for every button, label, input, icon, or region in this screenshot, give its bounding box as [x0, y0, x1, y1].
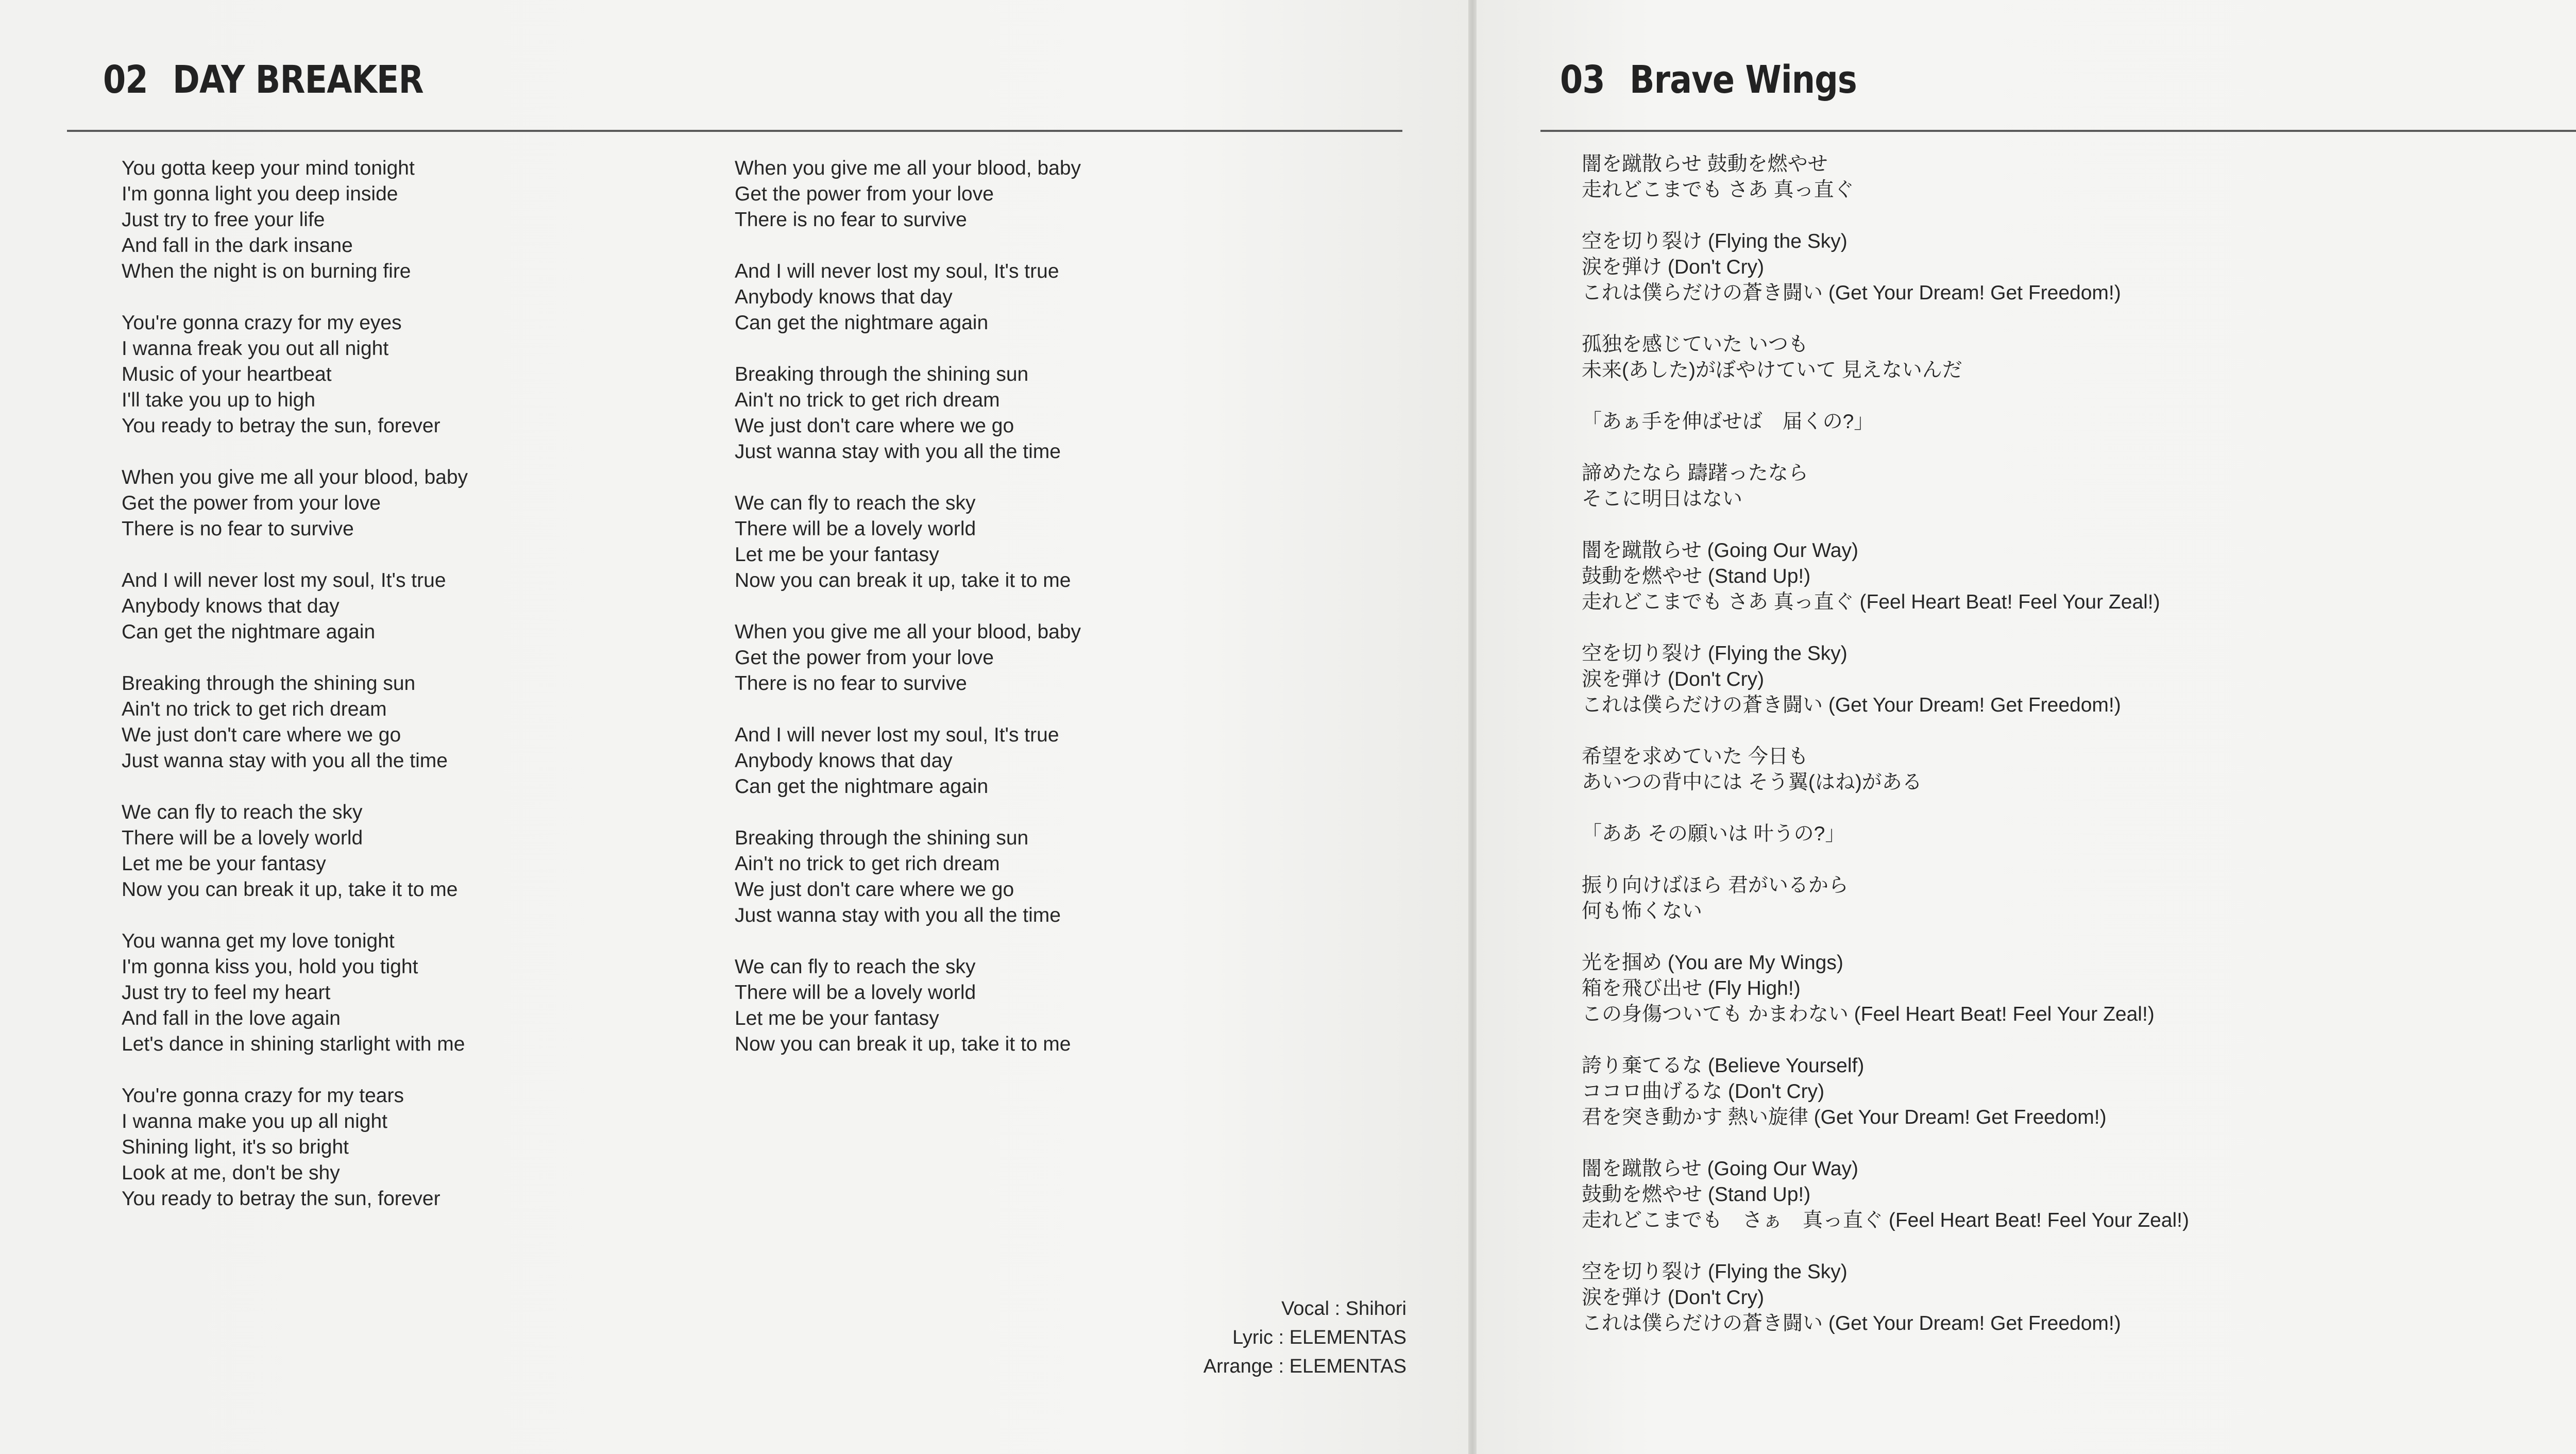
stanza — [122, 928, 468, 1057]
lyrics-column-1 — [122, 156, 468, 1238]
lyric-line: You wanna get my love tonight — [122, 930, 395, 952]
lyric-line: There is no fear to survive — [735, 672, 967, 695]
credit-line: Lyric : ELEMENTAS — [1232, 1327, 1406, 1348]
lyric-line: Can get the nightmare again — [122, 621, 376, 643]
lyric-line: And I will never lost my soul, It's true — [122, 569, 446, 591]
lyric-line: You ready to betray the sun, forever — [122, 415, 440, 437]
lyric-line: この身傷ついても かまわない (Feel Heart Beat! Feel Your Zeal!) — [1582, 1003, 2155, 1025]
lyric-line: 空を切り裂け (Flying the Sky) — [1582, 230, 1848, 252]
stanza — [735, 619, 1081, 697]
lyric-line: I wanna make you up all night — [122, 1110, 387, 1132]
stanza — [1582, 744, 2189, 796]
lyric-line: Let me be your fantasy — [735, 1007, 939, 1029]
lyric-line: 振り向けばほら 君がいるから — [1582, 874, 1849, 897]
lyric-line: 涙を弾け (Don't Cry) — [1582, 256, 1765, 278]
lyric-line: 涙を弾け (Don't Cry) — [1582, 1287, 1765, 1309]
lyric-line: 闇を蹴散らせ (Going Our Way) — [1582, 1158, 1858, 1180]
lyric-line: Just wanna stay with you all the time — [122, 750, 448, 772]
track-title: DAY BREAKER — [173, 58, 423, 102]
lyric-line: And I will never lost my soul, It's true — [735, 724, 1059, 746]
lyric-line: You're gonna crazy for my tears — [122, 1085, 404, 1107]
lyric-line: 諦めたなら 躊躇ったなら — [1582, 462, 1808, 484]
lyric-line: I'm gonna light you deep inside — [122, 183, 398, 205]
lyric-line: Anybody knows that day — [122, 595, 340, 617]
track-number: 02 — [103, 58, 148, 102]
lyric-line: Let me be your fantasy — [735, 544, 939, 566]
lyric-line: We just don't care where we go — [735, 878, 1014, 901]
lyric-line: Now you can break it up, take it to me — [735, 1033, 1071, 1055]
lyric-line: 鼓動を燃やせ (Stand Up!) — [1582, 1184, 1811, 1206]
lyric-line: Anybody knows that day — [735, 286, 953, 308]
right-page — [1477, 0, 2576, 1454]
stanza — [1582, 641, 2189, 718]
lyric-line: Look at me, don't be shy — [122, 1162, 340, 1184]
lyric-line: Breaking through the shining sun — [735, 363, 1029, 385]
lyric-line: Can get the nightmare again — [735, 775, 989, 798]
lyric-line: When the night is on burning fire — [122, 260, 411, 282]
lyric-line: We just don't care where we go — [122, 724, 401, 746]
lyric-line: Shining light, it's so bright — [122, 1136, 349, 1158]
lyric-line: Get the power from your love — [122, 492, 381, 514]
lyric-line: Anybody knows that day — [735, 750, 953, 772]
lyric-line: 光を掴め (You are My Wings) — [1582, 952, 1843, 974]
lyric-line: There is no fear to survive — [122, 518, 354, 540]
lyric-line: 鼓動を燃やせ (Stand Up!) — [1582, 565, 1811, 587]
lyric-line: これは僕らだけの蒼き闘い (Get Your Dream! Get Freedom!) — [1582, 1312, 2121, 1334]
lyric-line: Let me be your fantasy — [122, 853, 326, 875]
credit-line: Arrange : ELEMENTAS — [1203, 1356, 1406, 1377]
stanza — [1582, 821, 2189, 847]
lyric-line: We can fly to reach the sky — [735, 492, 976, 514]
lyric-line: 走れどこまでも さあ 真っ直ぐ — [1582, 179, 1854, 201]
lyric-line: We just don't care where we go — [735, 415, 1014, 437]
lyric-line: 闇を蹴散らせ 鼓動を燃やせ — [1582, 153, 1828, 175]
stanza — [735, 825, 1081, 928]
lyric-line: 走れどこまでも さあ 真っ直ぐ (Feel Heart Beat! Feel Your Zeal!) — [1582, 591, 2160, 613]
stanza — [1582, 1156, 2189, 1233]
lyric-line: これは僕らだけの蒼き闘い (Get Your Dream! Get Freedom!) — [1582, 282, 2121, 304]
lyric-line: When you give me all your blood, baby — [122, 466, 468, 488]
lyric-line: And I will never lost my soul, It's true — [735, 260, 1059, 282]
stanza — [122, 671, 468, 774]
stanza — [1582, 1053, 2189, 1130]
lyric-line: Ain't no trick to get rich dream — [735, 389, 1000, 411]
lyric-line: 箱を飛び出せ (Fly High!) — [1582, 977, 1801, 1000]
lyric-line: 走れどこまでも さぁ 真っ直ぐ (Feel Heart Beat! Feel Your Zeal!) — [1582, 1209, 2189, 1231]
lyric-line: 誇り棄てるな (Believe Yourself) — [1582, 1055, 1865, 1077]
track-number: 03 — [1560, 58, 1605, 102]
stanza — [735, 491, 1081, 594]
lyric-line: あいつの背中には そう翼(はね)がある — [1582, 771, 1922, 793]
lyric-line: Get the power from your love — [735, 647, 994, 669]
lyric-line: And fall in the love again — [122, 1007, 341, 1029]
stanza — [122, 800, 468, 903]
lyric-line: 空を切り裂け (Flying the Sky) — [1582, 643, 1848, 665]
lyric-line: 孤独を感じていた いつも — [1582, 333, 1808, 356]
lyric-line: 「ああ その願いは 叶うの?」 — [1582, 823, 1845, 845]
stanza — [735, 362, 1081, 465]
lyric-line: Just try to feel my heart — [122, 982, 331, 1004]
lyric-line: 「あぁ手を伸ばせば 届くの?」 — [1582, 411, 1874, 433]
lyric-line: Music of your heartbeat — [122, 363, 332, 385]
lyric-line: And fall in the dark insane — [122, 234, 353, 257]
lyric-line: There will be a lovely world — [122, 827, 363, 849]
stanza — [735, 156, 1081, 233]
lyric-line: When you give me all your blood, baby — [735, 157, 1081, 179]
lyric-line: Get the power from your love — [735, 183, 994, 205]
lyric-line: 涙を弾け (Don't Cry) — [1582, 668, 1765, 690]
stanza — [1582, 950, 2189, 1027]
lyric-line: 希望を求めていた 今日も — [1582, 746, 1808, 768]
lyric-line: 何も怖くない — [1582, 900, 1703, 922]
lyric-line: 未来(あした)がぼやけていて 見えないんだ — [1582, 359, 1962, 381]
title-divider — [67, 130, 1402, 132]
stanza — [1582, 538, 2189, 615]
lyric-line: You're gonna crazy for my eyes — [122, 312, 402, 334]
stanza — [1582, 229, 2189, 306]
track-title: Brave Wings — [1630, 58, 1857, 102]
stanza — [1582, 461, 2189, 512]
title-divider — [1540, 130, 2576, 132]
lyric-line: You ready to betray the sun, forever — [122, 1188, 440, 1210]
lyric-line: これは僕らだけの蒼き闘い (Get Your Dream! Get Freedom!) — [1582, 694, 2121, 716]
lyric-line: 闇を蹴散らせ (Going Our Way) — [1582, 539, 1858, 562]
stanza — [122, 568, 468, 645]
stanza — [122, 1083, 468, 1212]
lyric-line: Let's dance in shining starlight with me — [122, 1033, 465, 1055]
stanza — [122, 310, 468, 439]
stanza — [735, 722, 1081, 800]
lyric-line: Breaking through the shining sun — [735, 827, 1029, 849]
stanza — [1582, 409, 2189, 435]
stanza — [1582, 151, 2189, 203]
track-heading — [103, 58, 423, 102]
lyric-line: Just wanna stay with you all the time — [735, 904, 1061, 926]
stanza — [122, 465, 468, 542]
lyric-line: We can fly to reach the sky — [122, 801, 363, 823]
stanza — [1582, 332, 2189, 383]
lyric-line: Can get the nightmare again — [735, 312, 989, 334]
binding-gutter — [1468, 0, 1477, 1454]
lyric-line: I'm gonna kiss you, hold you tight — [122, 956, 418, 978]
lyric-line: When you give me all your blood, baby — [735, 621, 1081, 643]
lyrics-column-2 — [735, 156, 1081, 1083]
stanza — [1582, 873, 2189, 924]
lyric-line: You gotta keep your mind tonight — [122, 157, 415, 179]
stanza — [1582, 1259, 2189, 1337]
lyric-line: Breaking through the shining sun — [122, 672, 416, 695]
lyric-line: Just try to free your life — [122, 209, 325, 231]
stanza — [122, 156, 468, 284]
lyric-line: 空を切り裂け (Flying the Sky) — [1582, 1261, 1848, 1283]
stanza — [735, 259, 1081, 336]
stanza — [735, 954, 1081, 1057]
lyric-line: 君を突き動かす 熱い旋律 (Get Your Dream! Get Freedom!) — [1582, 1106, 2107, 1128]
lyric-line: There will be a lovely world — [735, 518, 976, 540]
lyric-line: We can fly to reach the sky — [735, 956, 976, 978]
lyric-line: There is no fear to survive — [735, 209, 967, 231]
lyric-line: Ain't no trick to get rich dream — [735, 853, 1000, 875]
lyric-line: I wanna freak you out all night — [122, 337, 389, 360]
lyric-line: Ain't no trick to get rich dream — [122, 698, 387, 720]
lyric-line: ココロ曲げるな (Don't Cry) — [1582, 1080, 1825, 1103]
lyric-line: そこに明日はない — [1582, 488, 1743, 510]
credit-line: Vocal : Shihori — [1281, 1298, 1406, 1320]
lyric-line: Just wanna stay with you all the time — [735, 441, 1061, 463]
track-heading — [1560, 58, 1857, 102]
lyric-line: There will be a lovely world — [735, 982, 976, 1004]
lyric-line: I'll take you up to high — [122, 389, 316, 411]
credits-block — [1204, 1294, 1406, 1381]
lyrics-column — [1582, 151, 2189, 1362]
lyric-line: Now you can break it up, take it to me — [735, 569, 1071, 591]
lyric-line: Now you can break it up, take it to me — [122, 878, 458, 901]
